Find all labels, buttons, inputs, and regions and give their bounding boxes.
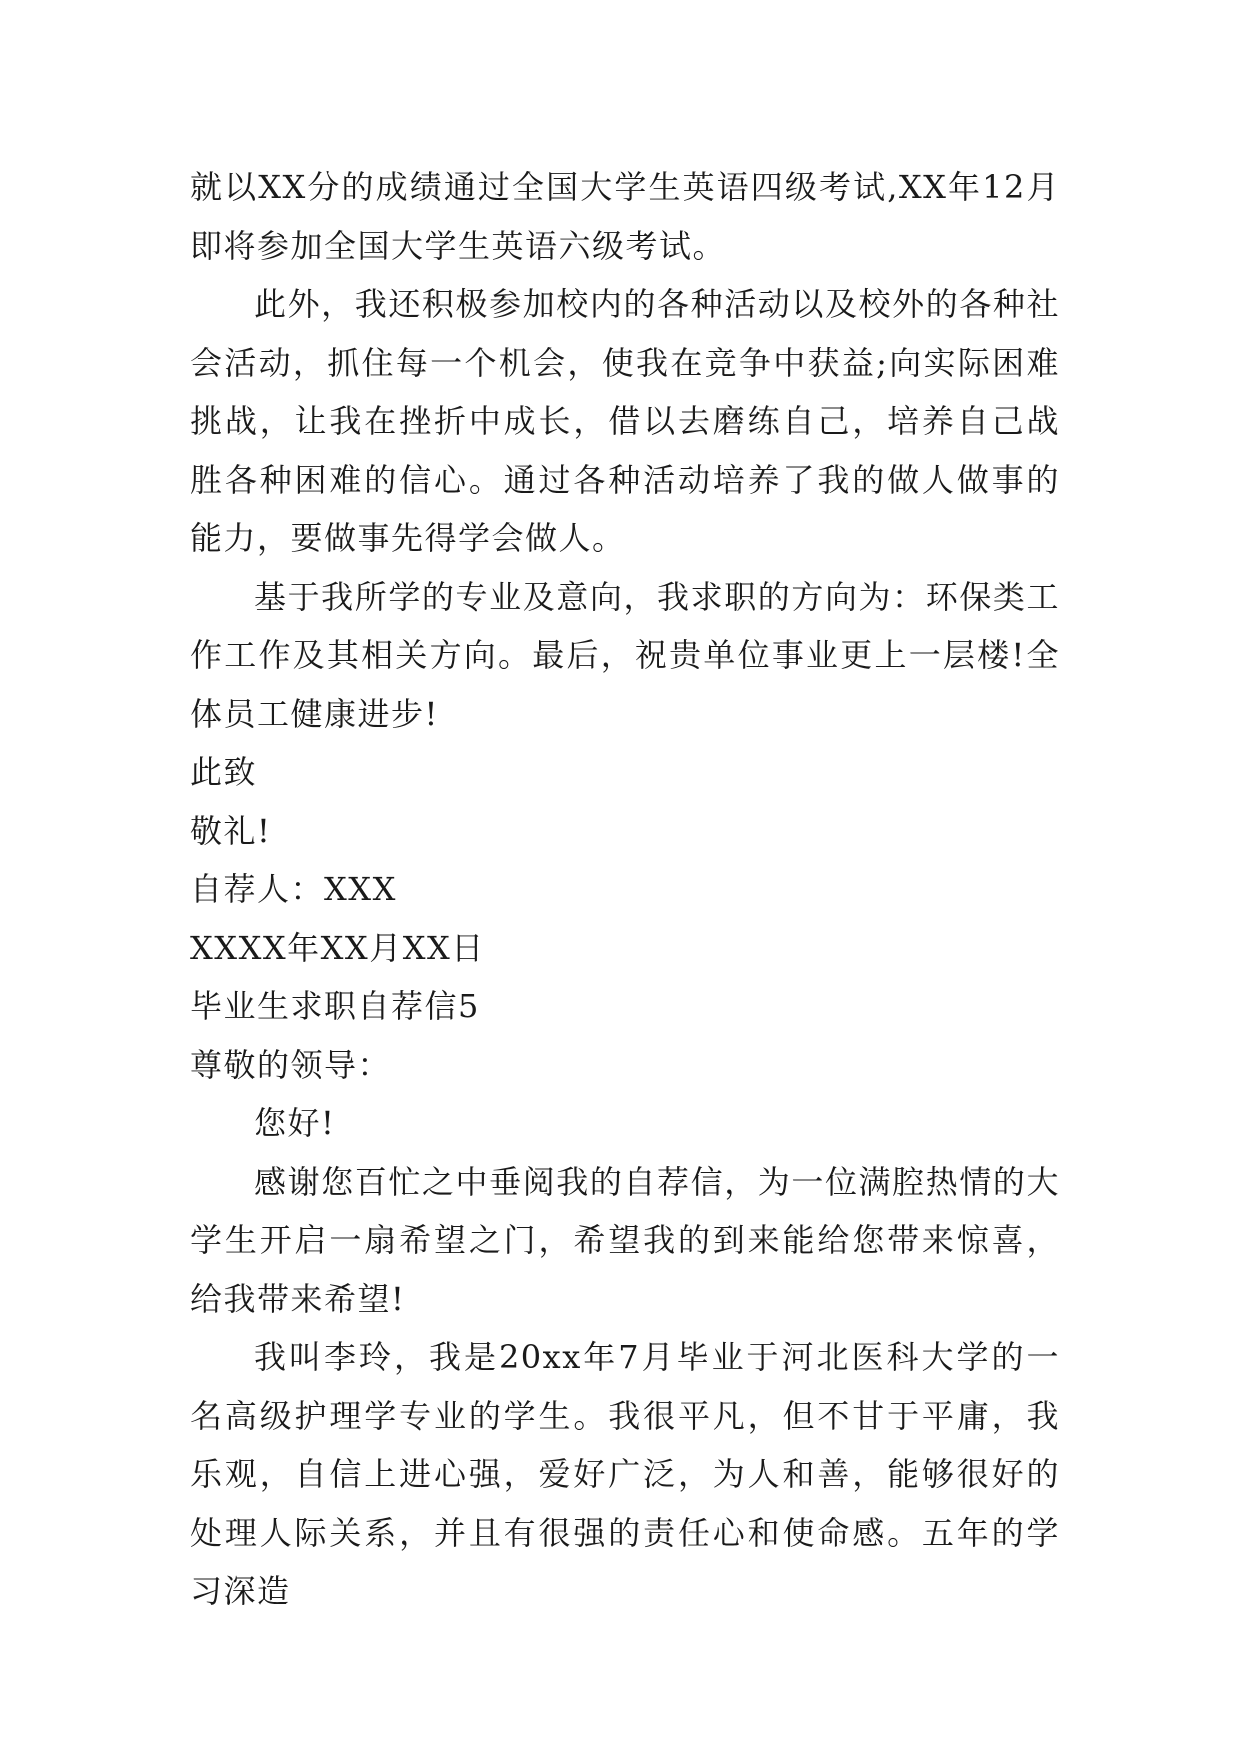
letter-body bbox=[190, 158, 1060, 1621]
section-title: 毕业生求职自荐信5 bbox=[190, 987, 480, 1025]
paragraph-introduction: 我叫李玲，我是20xx年7月毕业于河北医科大学的一名高级护理学专业的学生。我很平凡，但不甘于平庸，我乐观，自信上进心强，爱好广泛，为人和善，能够很好的处理人际关系，并且有很强的责任心和使命感。五年的学习深造 bbox=[190, 1338, 1060, 1610]
greeting: 尊敬的领导： bbox=[190, 1045, 392, 1084]
closing-regards: 敬礼! bbox=[190, 811, 272, 850]
paragraph-activities: 此外，我还积极参加校内的各种活动以及校外的各种社会活动，抓住每一个机会，使我在竞争中获益;向实际困难挑战，让我在挫折中成长，借以去磨练自己，培养自己战胜各种困难的信心。通过各种活动培养了我的做人做事的能力，要做事先得学会做人。 bbox=[190, 285, 1060, 557]
closing-salutation: 此致 bbox=[190, 753, 258, 791]
date-line: XXXX年XX月XX日 bbox=[190, 928, 485, 967]
signature-line: 自荐人：XXX bbox=[190, 870, 397, 908]
paragraph-english-exam: 就以XX分的成绩通过全国大学生英语四级考试,XX年12月即将参加全国大学生英语六级考试。 bbox=[190, 168, 1060, 265]
paragraph-career-direction: 基于我所学的专业及意向，我求职的方向为：环保类工作工作及其相关方向。最后，祝贵单位事业更上一层楼!全体员工健康进步! bbox=[190, 577, 1060, 733]
paragraph-thanks: 感谢您百忙之中垂阅我的自荐信，为一位满腔热情的大学生开启一扇希望之门，希望我的到来能给您带来惊喜，给我带来希望! bbox=[190, 1162, 1060, 1318]
greeting-hello: 您好! bbox=[254, 1104, 336, 1142]
